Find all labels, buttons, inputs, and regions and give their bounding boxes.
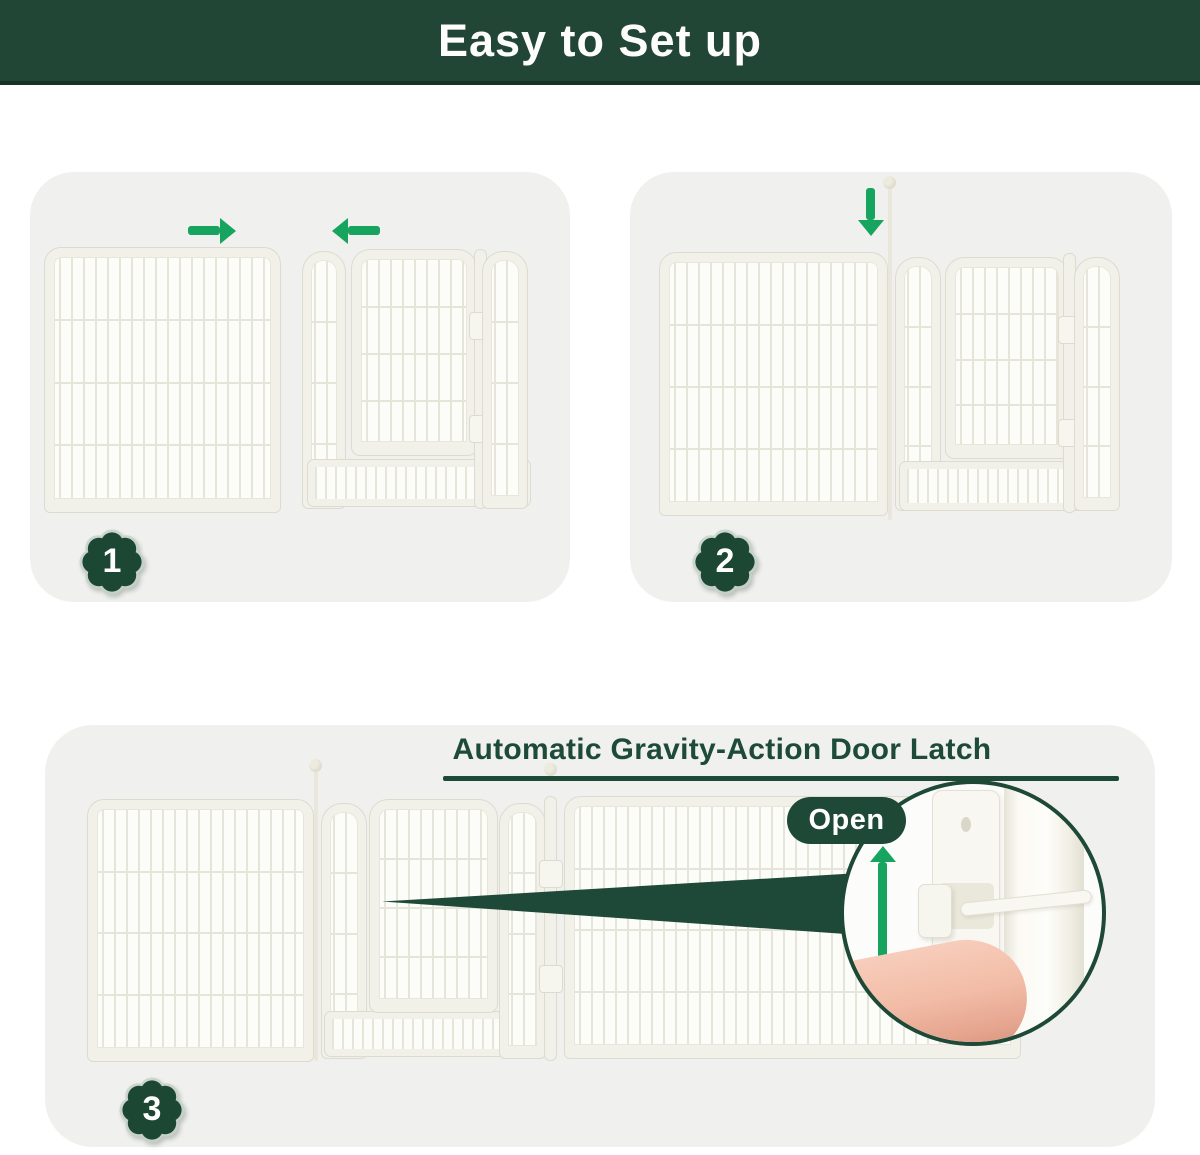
step-number: 1 [102, 541, 122, 580]
connector-rod [888, 186, 892, 520]
arrow-left-icon [348, 226, 380, 235]
callout-underline [443, 776, 1119, 781]
latch-hook [918, 884, 952, 938]
page-title: Easy to Set up [437, 14, 763, 66]
fence-narrow-panel [1075, 258, 1119, 510]
step-number: 2 [715, 541, 735, 580]
step-number: 3 [142, 1089, 162, 1128]
step-2-badge [688, 525, 762, 599]
fence-narrow-panel [500, 804, 545, 1058]
fence-large-panel [660, 253, 887, 515]
arrow-down-icon [866, 188, 875, 220]
fence-large-panel [45, 248, 280, 512]
fence-large-panel [88, 800, 313, 1061]
open-label: Open [808, 804, 885, 836]
step-3-badge [115, 1073, 189, 1147]
fence-door-panel [946, 258, 1068, 458]
rod-ball-icon [883, 176, 896, 189]
arrow-up-icon [878, 862, 887, 962]
step-2-panel [630, 172, 1172, 602]
callout-title: Automatic Gravity-Action Door Latch [452, 733, 992, 766]
door-hinge-post [545, 797, 556, 1060]
fence-door-panel [352, 250, 476, 455]
connector-rod [314, 771, 318, 1061]
step-1-panel [30, 172, 570, 602]
arrow-right-icon [188, 226, 220, 235]
open-badge [787, 797, 906, 844]
step-3-panel [45, 725, 1155, 1147]
step-1-badge [75, 525, 149, 599]
fence-narrow-panel [483, 252, 527, 508]
header-banner [0, 0, 1200, 85]
rod-ball-icon [309, 759, 322, 772]
screw-hole-icon [961, 817, 971, 832]
door-hinge-post [1064, 254, 1075, 512]
